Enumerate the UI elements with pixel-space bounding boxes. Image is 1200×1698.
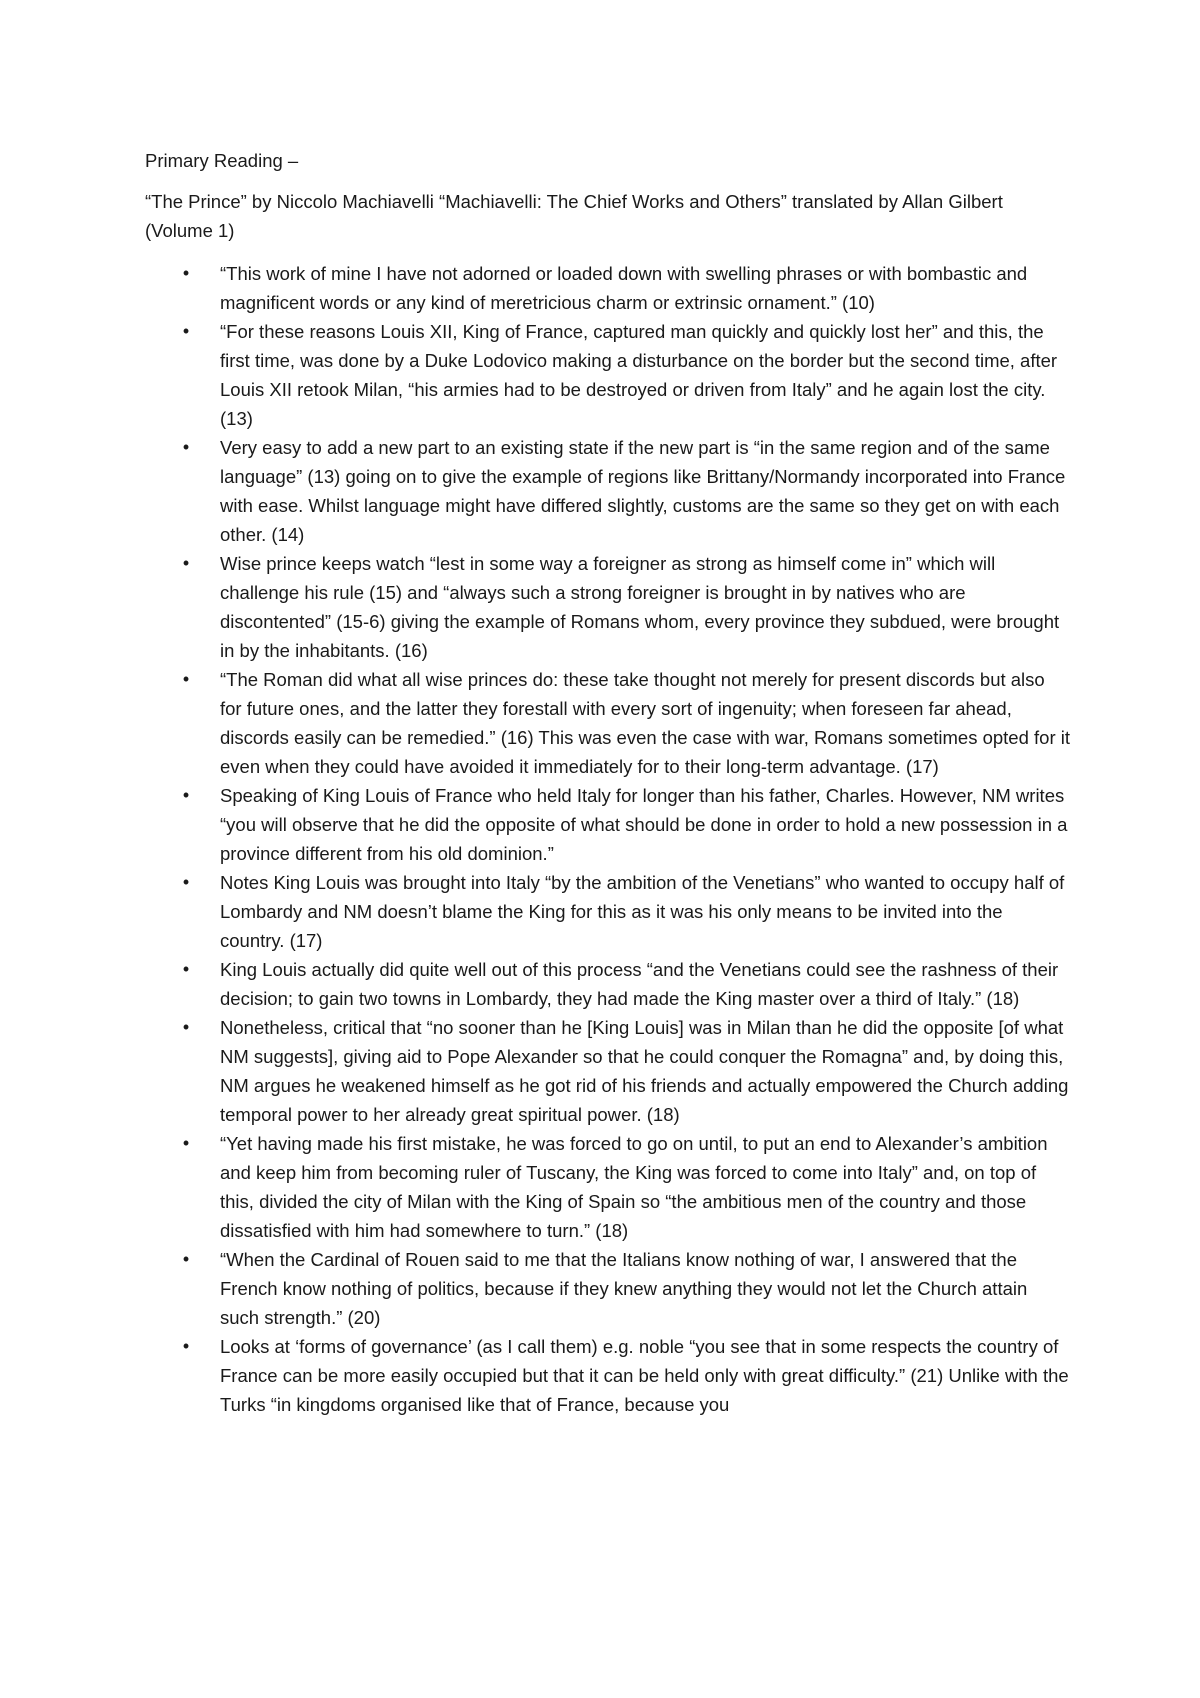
list-item-text: “Yet having made his first mistake, he was forced to go on until, to put an end to Alexander’s ambition and keep him from becoming ruler of Tuscany, the King was forced to come into Italy” and, on top of this, divided the city of Milan with the King of Spain so “the ambitious men of the country and those dissatisfied with him had somewhere to turn.” (18) — [220, 1133, 1048, 1241]
list-item-text: “This work of mine I have not adorned or loaded down with swelling phrases or with bombastic and magnificent words or any kind of meretricious charm or extrinsic ornament.” (10) — [220, 263, 1028, 313]
bullet-icon: • — [182, 553, 190, 573]
bullet-icon: • — [182, 321, 190, 341]
list-item — [145, 781, 1070, 868]
list-item-text: Very easy to add a new part to an existing state if the new part is “in the same region and of the same language” (13) going on to give the example of regions like Brittany/Normandy incorporated into France with ease. Whilst language might have differed slightly, customs are the same so they get on with each other. (14) — [220, 437, 1066, 545]
bullet-icon: • — [182, 1133, 190, 1153]
bullet-icon: • — [182, 1336, 190, 1356]
list-item-text: King Louis actually did quite well out of this process “and the Venetians could see the rashness of their decision; to gain two towns in Lombardy, they had made the King master over a third of Italy.” (18) — [220, 959, 1059, 1009]
list-item-text: Nonetheless, critical that “no sooner than he [King Louis] was in Milan than he did the opposite [of what NM suggests], giving aid to Pope Alexander so that he could conquer the Romagna” and, by doing this, NM argues he weakened himself as he got rid of his friends and actually empowered the Church adding temporal power to her already great spiritual power. (18) — [220, 1017, 1069, 1125]
document-body — [145, 146, 1070, 1419]
list-item — [145, 1013, 1070, 1129]
list-item-text: Wise prince keeps watch “lest in some way a foreigner as strong as himself come in” which will challenge his rule (15) and “always such a strong foreigner is brought in by natives who are discontented” (15-6) giving the example of Romans whom, every province they subdued, were brought in by the inhabitants. (16) — [220, 553, 1060, 661]
list-item-text: “The Roman did what all wise princes do: these take thought not merely for present discords but also for future ones, and the latter they forestall with every sort of ingenuity; when foreseen far ahead, discords easily can be remedied.” (16) This was even the case with war, Romans sometimes opted for it even when they could have avoided it immediately for to their long-term advantage. (17) — [220, 669, 1071, 777]
bullet-icon: • — [182, 1017, 190, 1037]
list-item — [145, 1245, 1070, 1332]
list-item — [145, 317, 1070, 433]
list-item-text: Speaking of King Louis of France who held Italy for longer than his father, Charles. However, NM writes “you will observe that he did the opposite of what should be done in order to hold a new possession in a province different from his old dominion.” — [220, 785, 1068, 864]
list-item-text: “When the Cardinal of Rouen said to me that the Italians know nothing of war, I answered that the French know nothing of politics, because if they knew anything they would not let the Church attain such strength.” (20) — [220, 1249, 1028, 1328]
bullet-icon: • — [182, 959, 190, 979]
list-item-text: Looks at ‘forms of governance’ (as I call them) e.g. noble “you see that in some respects the country of France can be more easily occupied but that it can be held only with great difficulty.” (21) Unlike with the Turks “in kingdoms organised like that of France, because you — [220, 1336, 1069, 1415]
bullet-icon: • — [182, 263, 190, 283]
list-item — [145, 259, 1070, 317]
bullet-icon: • — [182, 872, 190, 892]
list-item — [145, 549, 1070, 665]
section-heading: Primary Reading – — [145, 150, 299, 171]
list-item — [145, 868, 1070, 955]
bullet-icon: • — [182, 437, 190, 457]
bullet-icon: • — [182, 1249, 190, 1269]
list-item — [145, 1129, 1070, 1245]
list-item — [145, 955, 1070, 1013]
list-item — [145, 1332, 1070, 1419]
notes-list — [145, 259, 1070, 1419]
source-citation: “The Prince” by Niccolo Machiavelli “Machiavelli: The Chief Works and Others” translated by Allan Gilbert (Volume 1) — [145, 191, 1003, 241]
list-item-text: Notes King Louis was brought into Italy “by the ambition of the Venetians” who wanted to occupy half of Lombardy and NM doesn’t blame the King for this as it was his only means to be invited into the country. (17) — [220, 872, 1065, 951]
list-item — [145, 665, 1070, 781]
bullet-icon: • — [182, 669, 190, 689]
list-item — [145, 433, 1070, 549]
bullet-icon: • — [182, 785, 190, 805]
list-item-text: “For these reasons Louis XII, King of France, captured man quickly and quickly lost her” and this, the first time, was done by a Duke Lodovico making a disturbance on the border but the second time, after Louis XII retook Milan, “his armies had to be destroyed or driven from Italy” and he again lost the city. (13) — [220, 321, 1058, 429]
